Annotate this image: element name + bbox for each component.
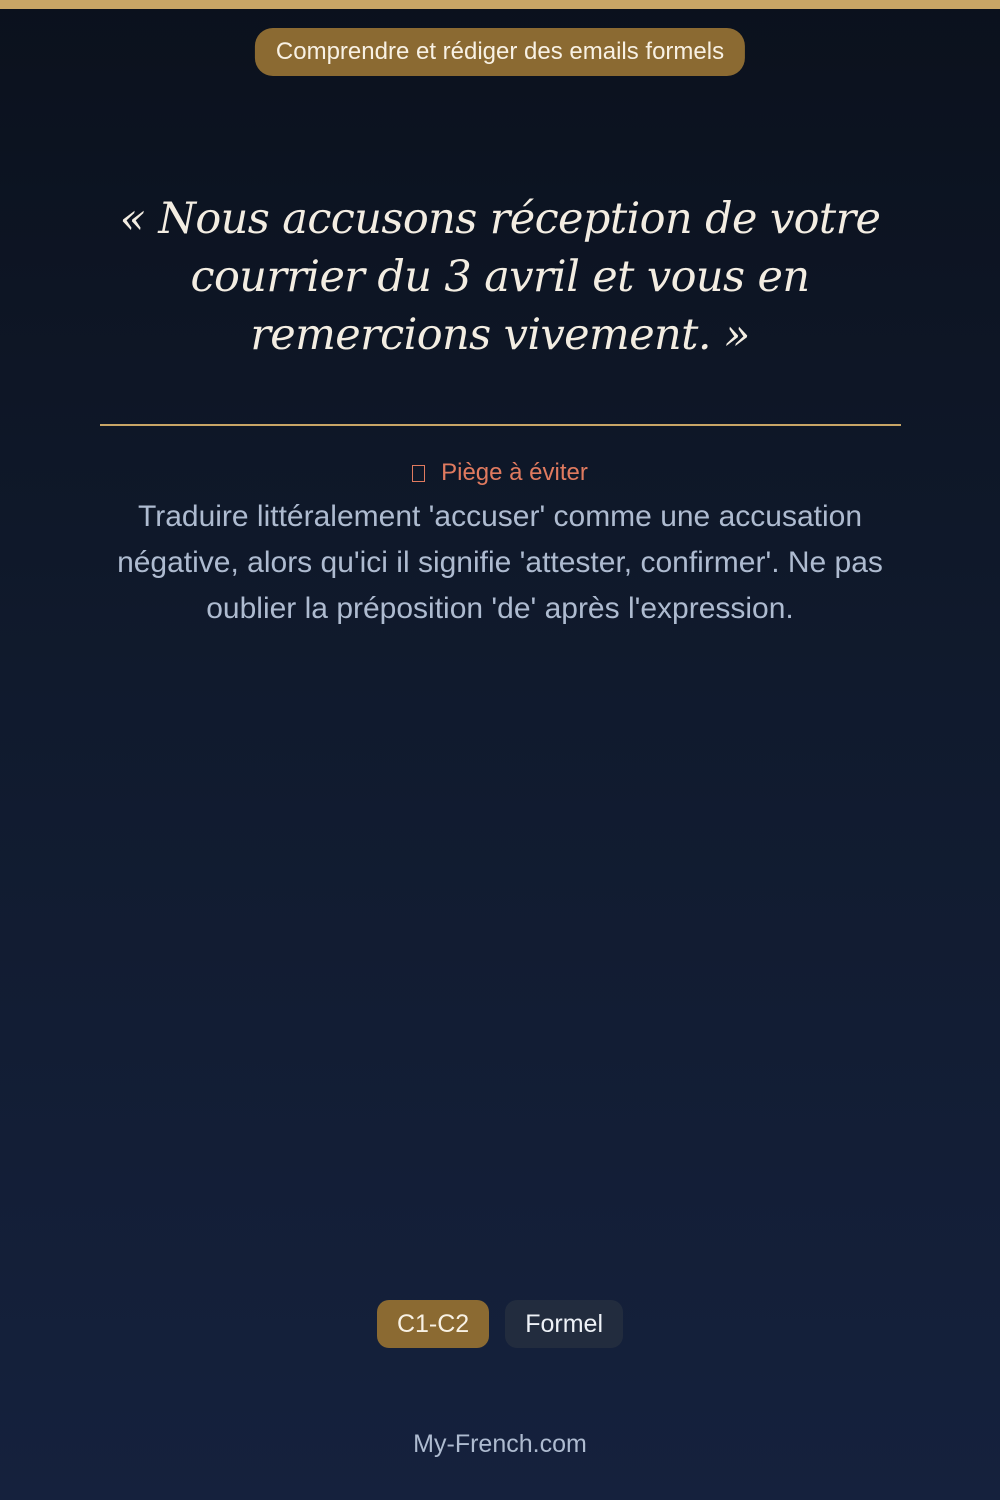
top-accent-bar (0, 0, 1000, 9)
tag-list (0, 1300, 1000, 1348)
warning-heading (0, 459, 1000, 487)
warning-icon (412, 465, 425, 482)
warning-label: Piège à éviter (441, 459, 588, 486)
footer-site-name: My-French.com (413, 1430, 587, 1458)
divider (100, 424, 901, 426)
register-tag: Formel (505, 1300, 623, 1348)
example-quote: « Nous accusons réception de votre courrier du 3 avril et vous en remercions vivement. » (119, 194, 881, 360)
warning-explanation: Traduire littéralement 'accuser' comme une accusation négative, alors qu'ici il signifie 'attester, confirmer'. Ne pas oublier la préposition 'de' après l'expression. (117, 500, 883, 625)
level-tag: C1-C2 (377, 1300, 489, 1348)
topic-badge: Comprendre et rédiger des emails formels (255, 28, 745, 76)
